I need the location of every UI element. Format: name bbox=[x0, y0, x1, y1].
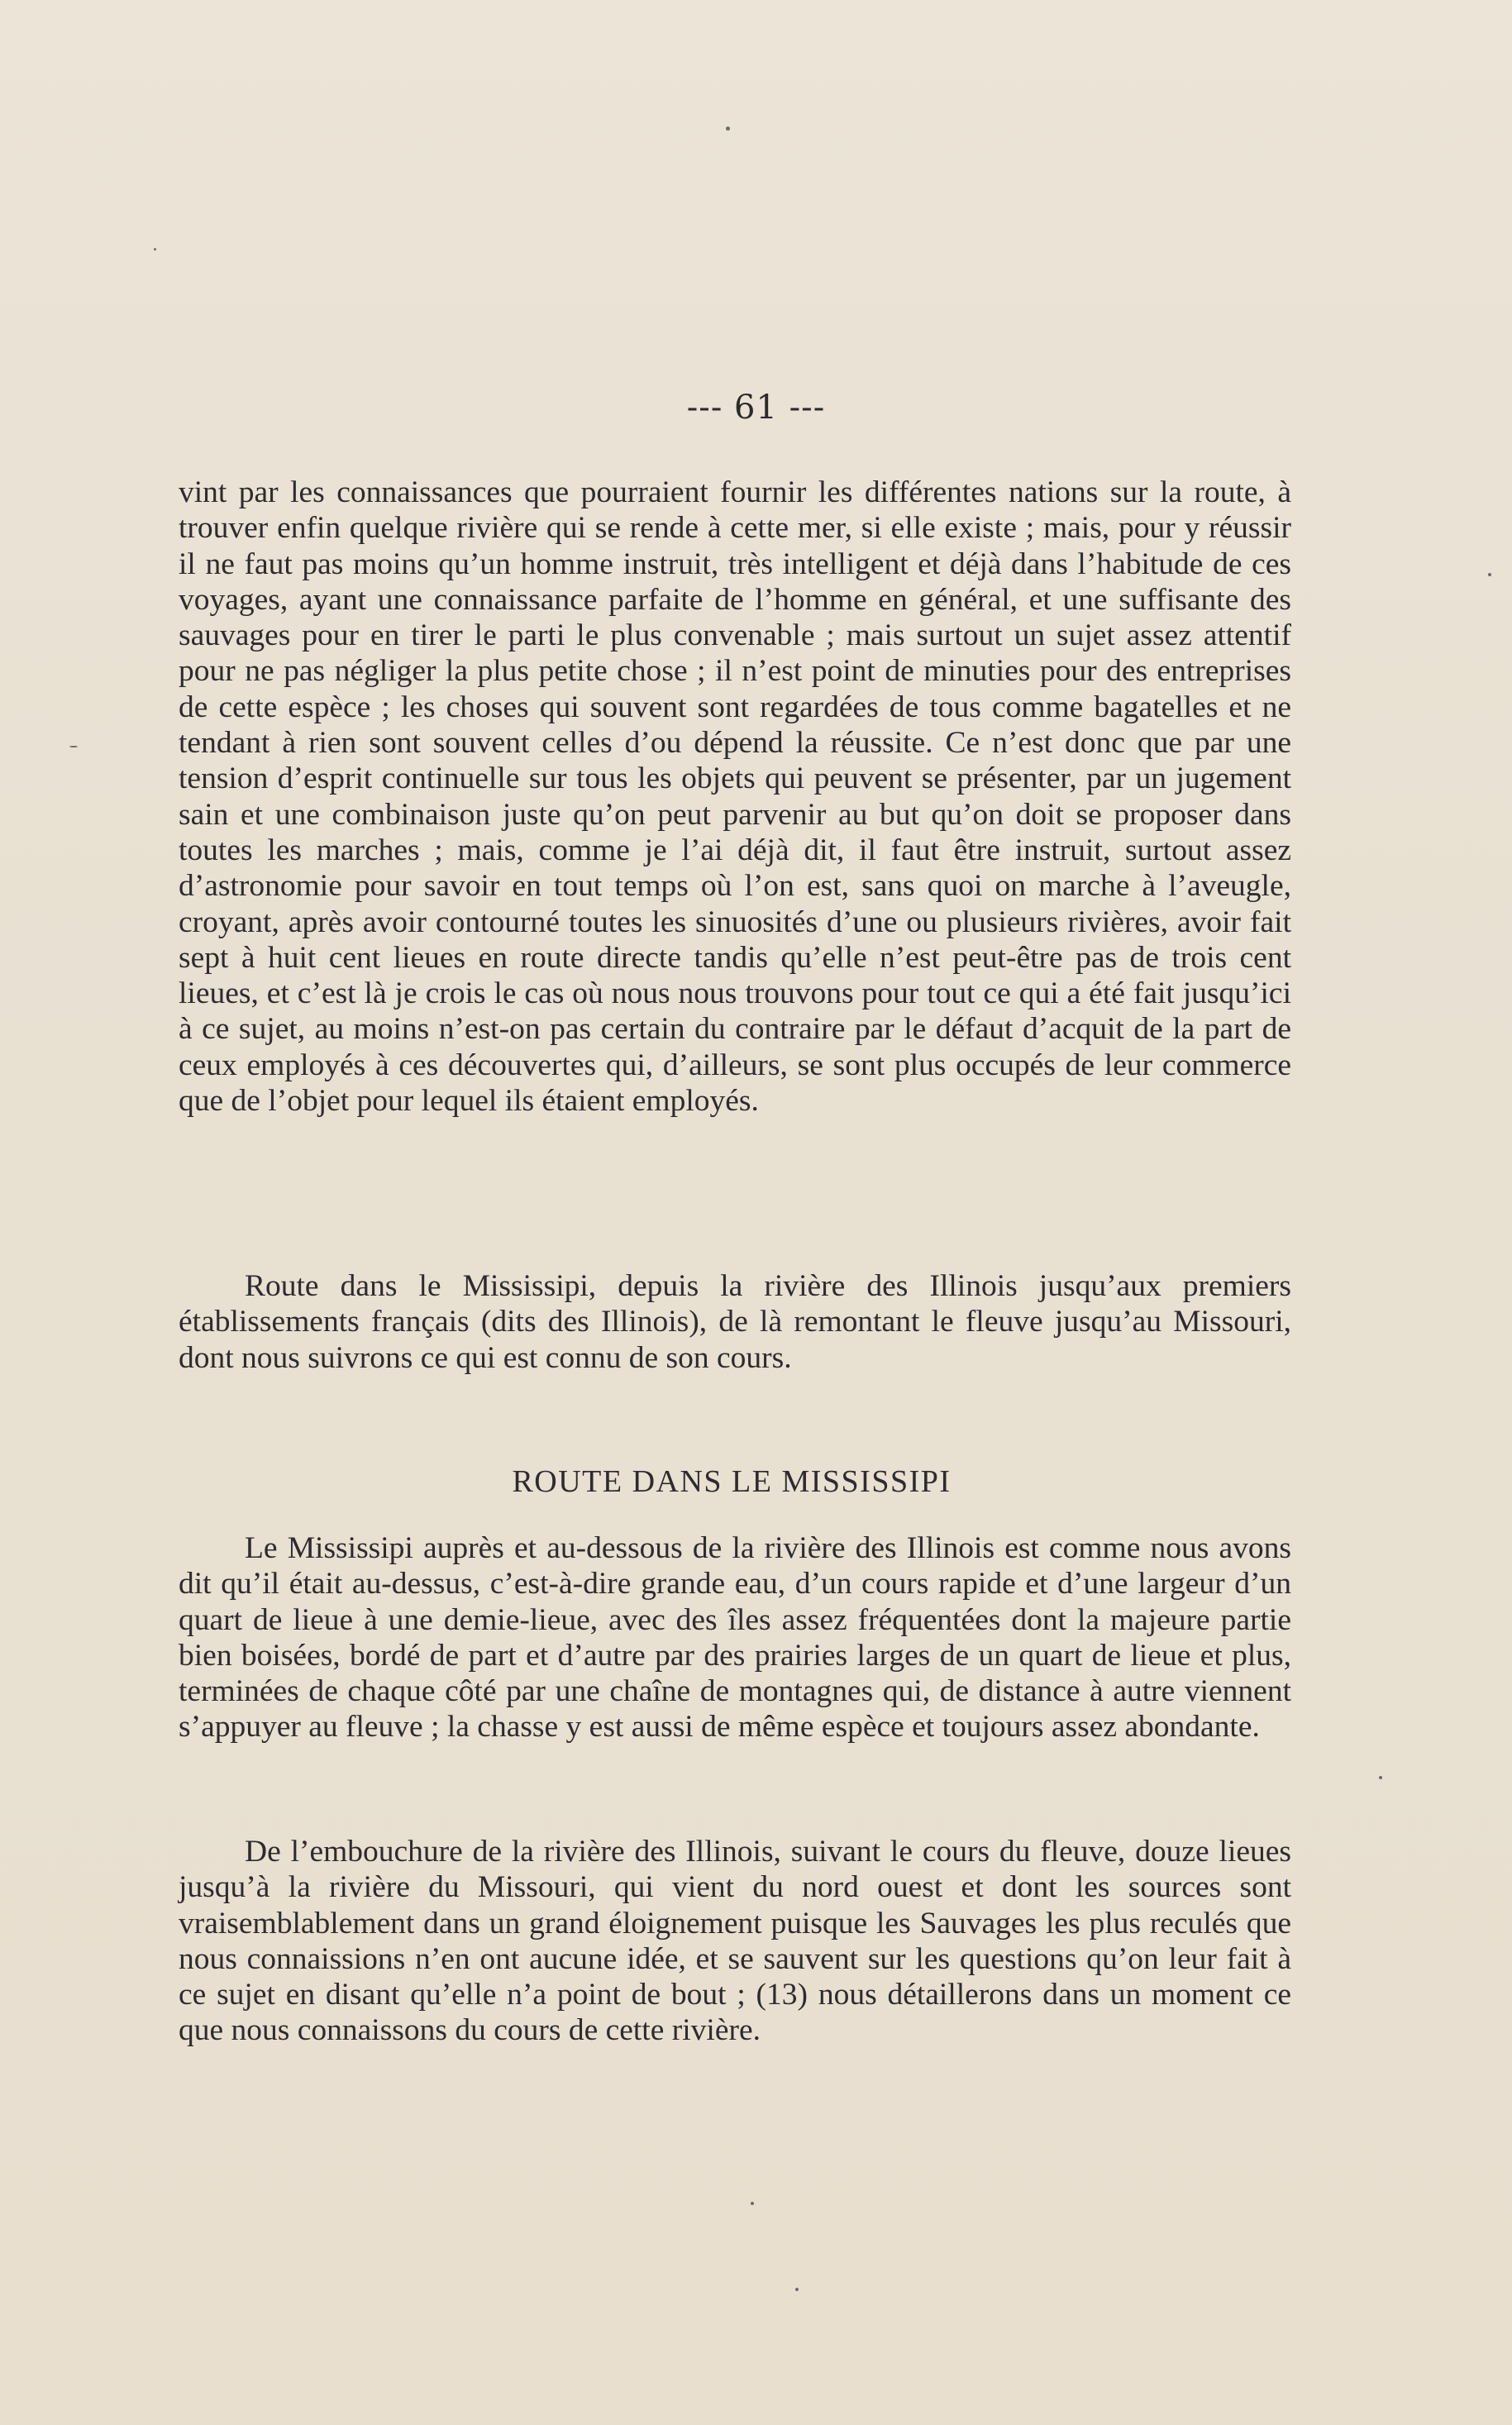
paragraph-illinois-mouth: De l’embouchure de la rivière des Illinois, suivant le cours du fleuve, douze lieues jusqu’à la rivière du Missouri, qui vient du nord ouest et dont les sources sont vraisemblablement dans un grand éloignement puisque les Sauvages les plus reculés que nous connaissions n’en ont aucune idée, et se sauvent sur les questions qu’on leur fait à ce sujet en disant qu’elle n’a point de bout ; (13) nous détaillerons dans un moment ce que nous connaissons du cours de cette rivière. bbox=[179, 1835, 1291, 2048]
page-number: --- 61 --- bbox=[686, 389, 826, 427]
paragraph-continuation: vint par les connaissances que pourraient fournir les différentes nations sur la route, à trouver enfin quelque rivière qui se rende à cette mer, si elle existe ; mais, pour y réussir il ne faut pas moins qu’un homme instruit, très intelligent et déjà dans l’habitude de ces voyages, ayant une connaissance parfaite de l’homme en général, et une suffisante des sauvages pour en tirer le parti le plus convenable ; mais surtout un sujet assez attentif pour ne pas négliger la plus petite chose ; il n’est point de minuties pour des entreprises de cette espèce ; les choses qui souvent sont regardées de tous comme bagatelles et ne tendant à rien sont souvent celles d’ou dépend la réussite. Ce n’est donc que par une tension d’esprit continuelle sur tous les objets qui peuvent se présenter, par un jugement sain et une combinaison juste qu’on peut parvenir au but qu’on doit se proposer dans toutes les marches ; mais, comme je l’ai déjà dit, il faut être instruit, surtout assez d’astronomie pour savoir en tout temps où l’on est, sans quoi on marche à l’aveugle, croyant, après avoir contourné toutes les sinuosités d’une ou plusieurs rivières, avoir fait sept à huit cent lieues en route directe tandis qu’elle n’est peut-être pas de trois cent lieues, et c’est là je crois le cas où nous nous trouvons pour tout ce qui a été fait jusqu’ici à ce sujet, au moins n’est-on pas certain du contraire par le défaut d’acquit de la part de ceux employés à ces découvertes qui, d’ailleurs, se sont plus occupés de leur commerce que de l’objet pour lequel ils étaient employés. bbox=[179, 475, 1291, 1119]
paragraph-mississipi-description: Le Mississipi auprès et au-dessous de la rivière des Illinois est comme nous avons dit qu’il était au-dessus, c’est-à-dire grande eau, d’un cours rapide et d’une largeur d’un quart de lieue à une demie-lieue, avec des îles assez fréquentées dont la majeure partie bien boisées, bordé de part et d’autre par des prairies larges de un quart de lieue et plus, terminées de chaque côté par une chaîne de montagnes qui, de distance à autre viennent s’appuyer au fleuve ; la chasse y est aussi de même espèce et toujours assez abondante. bbox=[179, 1531, 1291, 1745]
paper-speck bbox=[1379, 1776, 1382, 1779]
section-heading: ROUTE DANS LE MISSISSIPI bbox=[512, 1464, 952, 1499]
paper-speck bbox=[1488, 573, 1491, 576]
paper-speck bbox=[795, 2288, 799, 2291]
paper-speck bbox=[69, 746, 78, 747]
paragraph-route-summary: Route dans le Mississipi, depuis la rivière des Illinois jusqu’aux premiers établissements français (dits des Illinois), de là remontant le fleuve jusqu’au Missouri, dont nous suivrons ce qui est connu de son cours. bbox=[179, 1269, 1291, 1375]
paper-speck bbox=[154, 248, 156, 251]
paper-speck bbox=[751, 2202, 754, 2205]
paper-speck bbox=[726, 127, 730, 131]
